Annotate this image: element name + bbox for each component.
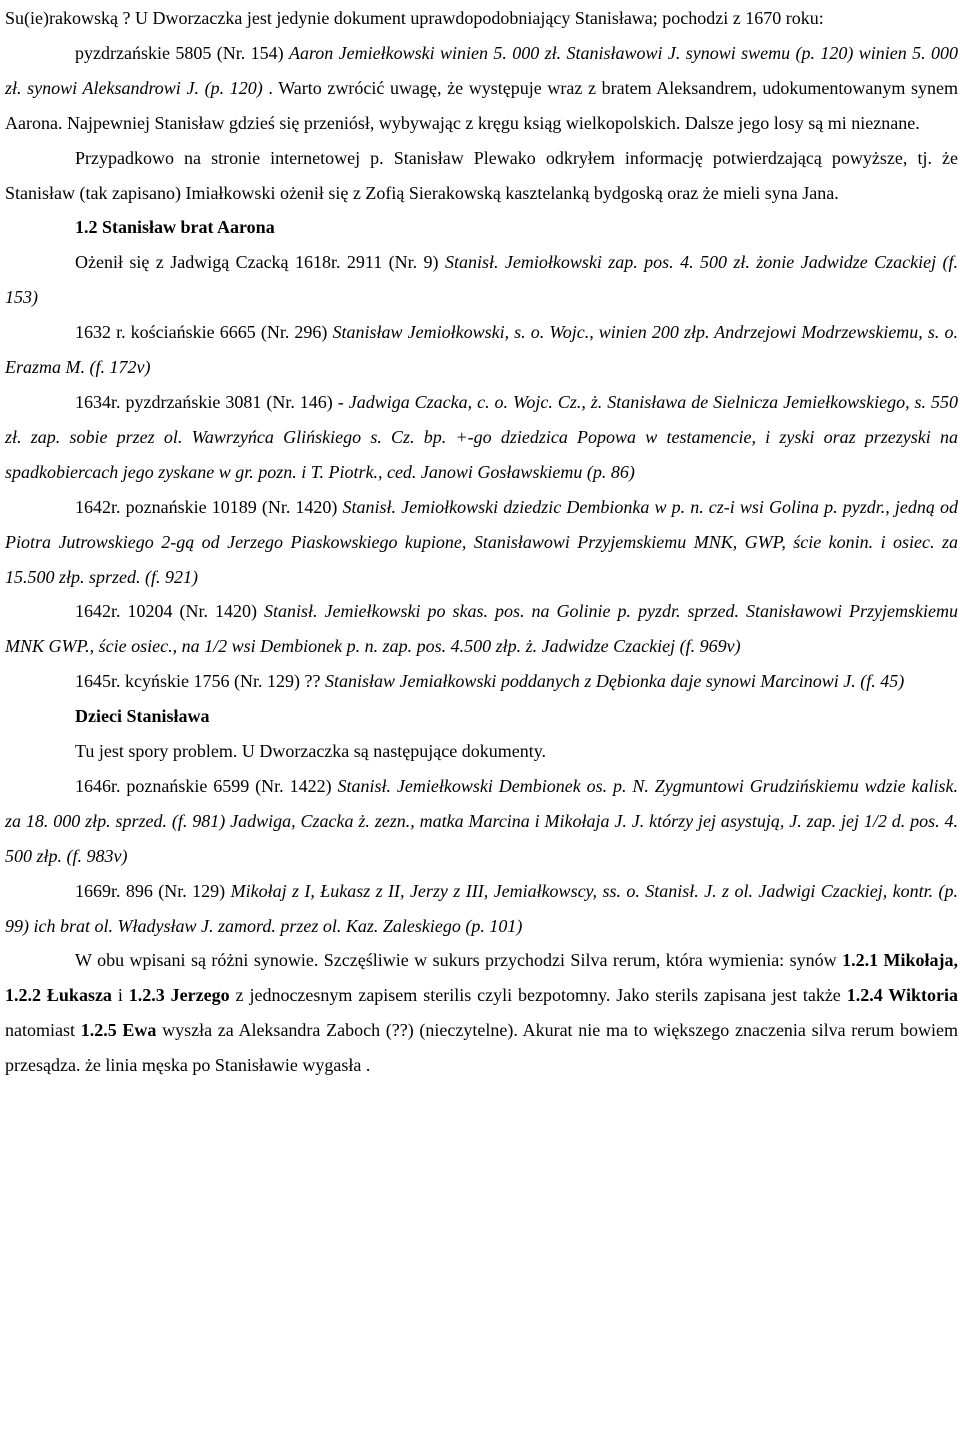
- paragraph: [0, 245, 960, 315]
- text-run: Ożenił się z Jadwigą Czacką 1618r. 2911 (Nr. 9): [75, 252, 445, 273]
- text-run: . Warto zwrócić uwagę, że występuje wraz z bratem Aleksandrem, udokumentowanym synem Aarona. Najpewniej Stanisław gdzieś się przeniósł, wybywając z kręgu ksiąg wielkopolskich. Dalsze jego losy są mi nieznane.: [5, 77, 959, 133]
- document-page: [0, 1, 960, 1429]
- italic-text: Stanisł. Jemiołkowski zap. pos. 4. 500 zł. żonie Jadwidze Czackiej (f. 153): [5, 252, 958, 308]
- text-run: W obu wpisani są różni synowie. Szczęśliwie w sukurs przychodzi Silva rerum, która wymienia: synów: [75, 950, 843, 971]
- italic-text: Stanisł. Jemiełkowski Dembionek os. p. N. Zygmuntowi Grudzińskiemu wdzie kalisk. za 18. 000 złp. sprzed. (f. 981) Jadwiga, Czacka ż. zezn., matka Marcina i Mikołaja J. J. którzy jej asystują, J. zap. jej 1/2 d. pos. 4. 500 złp. (f. 983v): [5, 775, 958, 866]
- paragraph: [0, 385, 960, 490]
- text-run: Przypadkowo na stronie internetowej p. Stanisław Plewako odkryłem informację potwierdzającą powyższe, tj. że Stanisław (tak zapisano) Imiałkowski ożenił się z Zofią Sierakowską kasztelanką bydgoską oraz że mieli syna Jana.: [5, 147, 958, 203]
- section-heading: [0, 210, 960, 245]
- text-run: z jednoczesnym zapisem sterilis czyli bezpotomny. Jako sterils zapisana jest także: [229, 985, 847, 1006]
- bold-text: 1.2.3 Jerzego: [128, 985, 230, 1006]
- text-run: 1632 r. kościańskie 6665 (Nr. 296): [75, 322, 333, 343]
- text-run: 1645r. kcyńskie 1756 (Nr. 129) ??: [75, 671, 325, 692]
- text-run: i: [111, 985, 129, 1006]
- text-run: 1642r. poznańskie 10189 (Nr. 1420): [75, 496, 343, 517]
- paragraph: [0, 769, 960, 874]
- italic-text: Aaron Jemiełkowski winien 5. 000 zł. Stanisławowi J. synowi swemu (p. 120) winien 5. 000 zł. synowi Aleksandrowi J. (p. 120): [5, 42, 958, 98]
- text-run: 1634r. pyzdrzańskie 3081 (Nr. 146) -: [75, 391, 349, 412]
- paragraph: [0, 594, 960, 664]
- text-run: Su(ie)rakowską ? U Dworzaczka jest jedynie dokument uprawdopodobniający Stanisława; pochodzi z 1670 roku:: [5, 8, 824, 28]
- italic-text: Stanisław Jemiołkowski, s. o. Wojc., winien 200 złp. Andrzejowi Modrzewskiemu, s. o. Erazma M. (f. 172v): [5, 322, 958, 378]
- italic-text: Jadwiga Czacka, c. o. Wojc. Cz., ż. Stanisława de Sielnicza Jemiełkowskiego, s. 550 zł. zap. sobie przez ol. Wawrzyńca Glińskiego s. Cz. bp. +-go dziedzica Popowa w testamencie, i zyski oraz przezyski na spadkobiercach jego zyskane w gr. pozn. i T. Piotrk., ced. Janowi Gosławskiemu (p. 86): [5, 391, 958, 482]
- paragraph: [0, 874, 960, 944]
- paragraph: [0, 490, 960, 595]
- section-heading: [0, 699, 960, 734]
- paragraph: [0, 734, 960, 769]
- text-run: 1669r. 896 (Nr. 129): [75, 880, 231, 901]
- italic-text: Stanisł. Jemiołkowski dziedzic Dembionka w p. n. cz-i wsi Golina p. pyzdr., jedną od Piotra Jutrowskiego 2-gą od Jerzego Piaskowskiego kupione, Stanisławowi Przyjemskiemu MNK, GWP, ście konin. i osiec. za 15.500 złp. sprzed. (f. 921): [5, 496, 958, 587]
- bold-text: Dzieci Stanisława: [75, 706, 210, 727]
- text-run: wyszła za Aleksandra Zaboch (??) (nieczytelne). Akurat nie ma to większego znaczenia silva rerum bowiem przesądza. że linia męska po Stanisławie wygasła .: [5, 1020, 958, 1076]
- paragraph: [0, 943, 960, 1083]
- paragraph: [0, 141, 960, 211]
- bold-text: 1.2.2 Łukasza: [5, 985, 112, 1006]
- bold-text: 1.2.4 Wiktoria: [846, 985, 958, 1006]
- text-run: 1642r. 10204 (Nr. 1420): [75, 601, 264, 622]
- bold-text: 1.2.5 Ewa: [80, 1020, 157, 1041]
- bold-text: 1.2.1 Mikołaja,: [842, 950, 958, 971]
- paragraph: [0, 664, 960, 699]
- italic-text: Stanisł. Jemiełkowski po skas. pos. na Golinie p. pyzdr. sprzed. Stanisławowi Przyjemskiemu MNK GWP., ście osiec., na 1/2 wsi Dembionek p. n. zap. pos. 4.500 złp. ż. Jadwidze Czackiej (f. 969v): [5, 601, 958, 657]
- text-run: Tu jest spory problem. U Dworzaczka są następujące dokumenty.: [75, 741, 547, 762]
- paragraph: [0, 315, 960, 385]
- paragraph: [0, 36, 960, 141]
- text-run: 1646r. poznańskie 6599 (Nr. 1422): [75, 775, 338, 796]
- text-run: pyzdrzańskie 5805 (Nr. 154): [75, 42, 289, 63]
- italic-text: Stanisław Jemiałkowski poddanych z Dębionka daje synowi Marcinowi J. (f. 45): [324, 671, 905, 692]
- bold-text: 1.2 Stanisław brat Aarona: [75, 217, 275, 238]
- italic-text: Mikołaj z I, Łukasz z II, Jerzy z III, Jemiałkowscy, ss. o. Stanisł. J. z ol. Jadwigi Czackiej, kontr. (p. 99) ich brat ol. Władysław J. zamord. przez ol. Kaz. Zaleskiego (p. 101): [5, 880, 958, 936]
- paragraph: [0, 1, 960, 36]
- text-run: natomiast: [5, 1020, 81, 1041]
